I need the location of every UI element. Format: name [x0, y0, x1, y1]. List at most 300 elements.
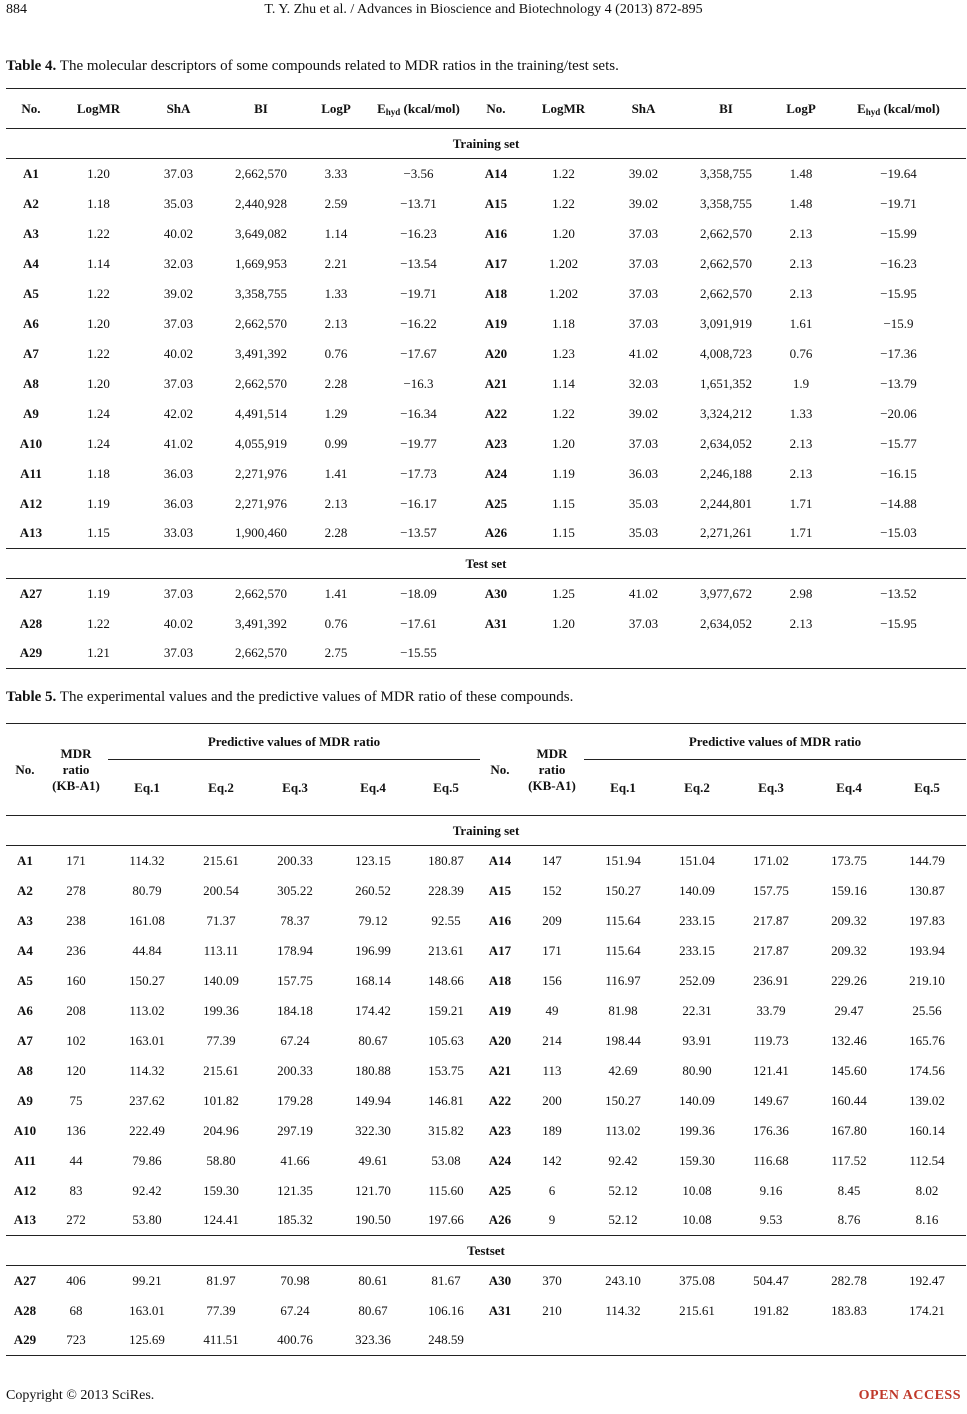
table-cell: 176.36 — [753, 1122, 789, 1138]
table-cell: −17.67 — [400, 345, 437, 361]
open-access-label: OPEN ACCESS — [858, 1388, 961, 1403]
table-cell: 278 — [66, 882, 86, 898]
table-row — [6, 1326, 966, 1356]
table-cell: 2,662,570 — [700, 255, 752, 271]
table-cell: 81.98 — [608, 1002, 638, 1018]
table-cell: 25.56 — [912, 1002, 942, 1018]
table-row — [6, 489, 966, 519]
table-cell: 151.04 — [679, 852, 715, 868]
table-row — [6, 966, 966, 996]
table-cell: 161.08 — [129, 912, 165, 928]
table-cell: 142 — [542, 1152, 562, 1168]
compound-id: A14 — [488, 852, 512, 868]
table-cell: 106.16 — [428, 1302, 464, 1318]
table-cell — [681, 639, 771, 669]
table-cell: 2.59 — [324, 195, 348, 211]
table-cell: 159.30 — [679, 1152, 715, 1168]
table-cell: 1.20 — [552, 435, 575, 451]
compound-id: A6 — [23, 315, 39, 331]
table-cell: 102 — [66, 1032, 86, 1048]
table-cell: 105.63 — [428, 1032, 464, 1048]
table-cell: −13.71 — [400, 195, 437, 211]
table-cell: 171.02 — [753, 852, 789, 868]
col-logmr: LogMR — [76, 100, 121, 116]
table-cell: 101.82 — [203, 1092, 239, 1108]
table-row — [6, 399, 966, 429]
table-cell: 53.08 — [431, 1152, 461, 1168]
table-cell: 119.73 — [753, 1032, 789, 1048]
table-row — [6, 639, 966, 669]
col-bi: BI — [719, 100, 733, 116]
table-cell: 42.69 — [608, 1062, 638, 1078]
table-cell: −15.95 — [880, 615, 917, 631]
table-cell: 32.03 — [163, 255, 194, 271]
compound-id: A3 — [23, 225, 39, 241]
table-row — [6, 339, 966, 369]
table-cell: 375.08 — [679, 1272, 715, 1288]
table-cell: 190.50 — [355, 1212, 391, 1228]
compound-id: A5 — [23, 285, 39, 301]
table-cell: 2.75 — [324, 645, 348, 661]
table-cell: 2,662,570 — [235, 645, 287, 661]
compound-id: A9 — [23, 405, 39, 421]
compound-id: A27 — [19, 585, 43, 601]
table-cell: 2.13 — [789, 225, 813, 241]
table-cell: 79.12 — [358, 912, 388, 928]
table-cell: 115.64 — [605, 942, 641, 958]
table-cell: 157.75 — [753, 882, 789, 898]
table-cell: 192.47 — [909, 1272, 945, 1288]
table-cell: 35.03 — [163, 195, 194, 211]
col-eq3: Eq.3 — [758, 779, 784, 795]
table-cell: 1.202 — [548, 285, 579, 301]
table-cell: 125.69 — [129, 1332, 165, 1348]
table-cell: 113.11 — [203, 942, 239, 958]
table-cell: −13.52 — [880, 585, 917, 601]
compound-id: A3 — [17, 912, 33, 928]
table-cell: 139.02 — [909, 1092, 945, 1108]
table-cell: 1.14 — [552, 375, 575, 391]
table-cell: 4,008,723 — [700, 345, 752, 361]
compound-id: A30 — [488, 1272, 512, 1288]
table-cell: 160 — [66, 972, 86, 988]
table-cell: 1.22 — [87, 285, 110, 301]
table-row — [6, 249, 966, 279]
table-cell: 370 — [542, 1272, 562, 1288]
compound-id: A10 — [19, 435, 43, 451]
table-cell: 1.22 — [87, 615, 110, 631]
table-cell: 322.30 — [355, 1122, 391, 1138]
table5-caption-text: The experimental values and the predictive values of MDR ratio of these compounds. — [56, 689, 574, 705]
table-cell: 39.02 — [628, 165, 659, 181]
table-row — [6, 579, 966, 609]
table-cell: 1.18 — [552, 315, 575, 331]
table-cell: 8.16 — [915, 1212, 939, 1228]
table-cell: 41.66 — [280, 1152, 310, 1168]
compound-id: A27 — [13, 1272, 37, 1288]
table-cell: 37.03 — [628, 615, 659, 631]
compound-id: A30 — [484, 585, 508, 601]
table-cell: 197.66 — [428, 1212, 464, 1228]
table-cell: 2,244,801 — [700, 495, 752, 511]
table-cell: 80.67 — [358, 1032, 388, 1048]
table-cell: 160.44 — [831, 1092, 867, 1108]
table-cell — [732, 1326, 810, 1356]
compound-id: A2 — [17, 882, 33, 898]
table-cell: 36.03 — [628, 465, 659, 481]
compound-id: A23 — [488, 1122, 512, 1138]
compound-id: A20 — [484, 345, 508, 361]
table-cell: 3,491,392 — [235, 345, 287, 361]
table-cell — [810, 1326, 888, 1356]
table-cell: 52.12 — [608, 1182, 638, 1198]
table-cell: 113.02 — [129, 1002, 165, 1018]
table-cell: 184.18 — [277, 1002, 313, 1018]
table-cell: 1.22 — [552, 195, 575, 211]
section-row — [6, 1236, 966, 1266]
copyright: Copyright © 2013 SciRes. — [6, 1388, 155, 1403]
compound-id: A6 — [17, 1002, 33, 1018]
table-row — [6, 1296, 966, 1326]
table-cell: 2,634,052 — [700, 615, 752, 631]
table-cell: 208 — [66, 1002, 86, 1018]
compound-id: A2 — [23, 195, 39, 211]
table-cell: 305.22 — [277, 882, 313, 898]
section-label: Training set — [452, 135, 520, 151]
compound-id: A18 — [488, 972, 512, 988]
table-cell: 37.03 — [628, 435, 659, 451]
table-cell: 217.87 — [753, 912, 789, 928]
compound-id: A25 — [488, 1182, 512, 1198]
table-cell: 1.48 — [789, 165, 813, 181]
table-cell: 140.09 — [679, 1092, 715, 1108]
table-cell: 39.02 — [628, 405, 659, 421]
table-cell: 2.13 — [324, 495, 348, 511]
compound-id: A16 — [488, 912, 512, 928]
table-cell: 37.03 — [628, 255, 659, 271]
col-ehyd: $E_{hyd}$ (kcal/mol) — [377, 100, 460, 117]
section-label: Training set — [452, 822, 520, 838]
table-cell: 113.02 — [605, 1122, 641, 1138]
table-cell: 179.28 — [277, 1092, 313, 1108]
compound-id: A12 — [13, 1182, 37, 1198]
table-row — [6, 609, 966, 639]
table-cell: 400.76 — [277, 1332, 313, 1348]
compound-id: A13 — [19, 525, 43, 541]
table-cell: −13.57 — [400, 525, 437, 541]
table-cell: 1.20 — [552, 615, 575, 631]
table-cell: 80.79 — [132, 882, 162, 898]
compound-id: A12 — [19, 495, 43, 511]
compound-id: A23 — [484, 435, 508, 451]
table4-caption — [6, 58, 619, 75]
table-row — [6, 369, 966, 399]
table-cell: 180.87 — [428, 852, 464, 868]
compound-id: A31 — [488, 1302, 512, 1318]
table-row — [6, 1026, 966, 1056]
table-row — [6, 189, 966, 219]
table-row — [6, 159, 966, 189]
table-cell: −16.34 — [400, 405, 437, 421]
compound-id: A8 — [23, 375, 39, 391]
table-cell: 3,977,672 — [700, 585, 752, 601]
compound-id — [480, 1326, 520, 1356]
table-cell: 1.14 — [324, 225, 348, 241]
table-cell: 236 — [66, 942, 86, 958]
table-cell: 145.60 — [831, 1062, 867, 1078]
table-cell: −15.95 — [880, 285, 917, 301]
table-cell: 1.20 — [87, 375, 110, 391]
compound-id: A17 — [488, 942, 512, 958]
table-cell: 6 — [548, 1182, 556, 1198]
table-cell: 174.56 — [909, 1062, 945, 1078]
table-cell: 204.96 — [203, 1122, 239, 1138]
table-cell: 323.36 — [355, 1332, 391, 1348]
table-cell: 77.39 — [206, 1032, 236, 1048]
table-cell: 81.67 — [431, 1272, 461, 1288]
table-cell: 49.61 — [358, 1152, 388, 1168]
table-cell: 112.54 — [909, 1152, 945, 1168]
table-cell: 315.82 — [428, 1122, 464, 1138]
table-cell: 2.13 — [789, 285, 813, 301]
table5-header-row-1 — [6, 724, 966, 760]
table-cell: 159.21 — [428, 1002, 464, 1018]
table-cell: 2,662,570 — [700, 225, 752, 241]
table-cell: 215.61 — [203, 852, 239, 868]
table-cell: 2,634,052 — [700, 435, 752, 451]
table-cell: 191.82 — [753, 1302, 789, 1318]
compound-id: A1 — [17, 852, 33, 868]
table-cell: 8.76 — [837, 1212, 861, 1228]
compound-id: A15 — [488, 882, 512, 898]
table-cell: 1.15 — [87, 525, 110, 541]
col-mdr-ratio: MDR ratio (KB-A1) — [52, 745, 100, 793]
table-cell: 1.15 — [552, 495, 575, 511]
table-cell — [521, 639, 606, 669]
table-cell: −17.36 — [880, 345, 917, 361]
table-cell: 9.53 — [759, 1212, 783, 1228]
table-cell: 92.42 — [608, 1152, 638, 1168]
table-cell: 180.88 — [355, 1062, 391, 1078]
table-cell: 1.18 — [87, 195, 110, 211]
compound-id: A14 — [484, 165, 508, 181]
table-cell: 114.32 — [129, 852, 165, 868]
table-cell: −15.99 — [880, 225, 917, 241]
section-row — [6, 549, 966, 579]
table-cell: 1,651,352 — [700, 375, 752, 391]
compound-id: A25 — [484, 495, 508, 511]
table-cell: 117.52 — [831, 1152, 867, 1168]
table-cell: −15.03 — [880, 525, 917, 541]
table-cell — [520, 1326, 584, 1356]
compound-id: A18 — [484, 285, 508, 301]
table-cell: 148.66 — [428, 972, 464, 988]
table-cell: 237.62 — [129, 1092, 165, 1108]
table-cell: −16.22 — [400, 315, 437, 331]
compound-id: A16 — [484, 225, 508, 241]
table-cell: 252.09 — [679, 972, 715, 988]
table-cell: 39.02 — [163, 285, 194, 301]
table-cell: 185.32 — [277, 1212, 313, 1228]
table-cell: 2.13 — [789, 435, 813, 451]
table-cell: 210 — [542, 1302, 562, 1318]
table-row — [6, 519, 966, 549]
table-cell: 71.37 — [206, 912, 236, 928]
col-logp: LogP — [321, 100, 351, 116]
compound-id: A8 — [17, 1062, 33, 1078]
table-cell: 41.02 — [628, 585, 659, 601]
table-cell: 81.97 — [206, 1272, 236, 1288]
table-cell: 198.44 — [605, 1032, 641, 1048]
table-row — [6, 1086, 966, 1116]
table-cell: 44.84 — [132, 942, 162, 958]
table-cell: 173.75 — [831, 852, 867, 868]
col-sha: ShA — [166, 100, 191, 116]
table-cell: −15.9 — [883, 315, 914, 331]
table-cell: 723 — [66, 1332, 86, 1348]
table-cell: 9.16 — [759, 1182, 783, 1198]
table-cell: −13.79 — [880, 375, 917, 391]
table-cell: 121.41 — [753, 1062, 789, 1078]
table-cell — [888, 1326, 966, 1356]
compound-id: A19 — [488, 1002, 512, 1018]
compound-id: A21 — [488, 1062, 512, 1078]
table-cell: 156 — [542, 972, 562, 988]
table4-caption-text: The molecular descriptors of some compounds related to MDR ratios in the training/test sets. — [56, 58, 619, 74]
table-cell: 0.99 — [324, 435, 348, 451]
table-cell: 93.91 — [682, 1032, 712, 1048]
table-cell: 80.67 — [358, 1302, 388, 1318]
running-header — [6, 2, 961, 22]
table-cell: 33.03 — [163, 525, 194, 541]
table-cell: 41.02 — [163, 435, 194, 451]
table-cell: 200 — [542, 1092, 562, 1108]
compound-id: A26 — [488, 1212, 512, 1228]
compound-id: A22 — [488, 1092, 512, 1108]
table-cell: 2,662,570 — [235, 375, 287, 391]
table-cell: 120 — [66, 1062, 86, 1078]
table-row — [6, 1056, 966, 1086]
col-eq1: Eq.1 — [610, 779, 636, 795]
table-cell: 2,271,261 — [700, 525, 752, 541]
compound-id: A13 — [13, 1212, 37, 1228]
table-cell: 152 — [542, 882, 562, 898]
compound-id: A7 — [23, 345, 39, 361]
table-cell: −16.17 — [400, 495, 437, 511]
table-cell: 163.01 — [129, 1302, 165, 1318]
table-cell: 36.03 — [163, 495, 194, 511]
table-cell: 67.24 — [280, 1302, 310, 1318]
table-cell: 35.03 — [628, 495, 659, 511]
table-cell: 37.03 — [628, 315, 659, 331]
table-cell: −3.56 — [403, 165, 434, 181]
table-cell: 151.94 — [605, 852, 641, 868]
table-cell: 215.61 — [679, 1302, 715, 1318]
compound-id: A5 — [17, 972, 33, 988]
table-cell: −15.77 — [880, 435, 917, 451]
col-no: No. — [486, 100, 506, 116]
table-cell: 157.75 — [277, 972, 313, 988]
compound-id: A24 — [484, 465, 508, 481]
table-row — [6, 429, 966, 459]
table5-label: Table 5. — [6, 689, 57, 705]
table-cell: 174.21 — [909, 1302, 945, 1318]
table-cell: 233.15 — [679, 912, 715, 928]
table-cell: 0.76 — [324, 345, 348, 361]
table-cell: 144.79 — [909, 852, 945, 868]
section-label: Test set — [465, 555, 507, 571]
table-cell: 1.22 — [552, 165, 575, 181]
table-cell: 40.02 — [163, 225, 194, 241]
table-cell: 171 — [542, 942, 562, 958]
table-cell: 114.32 — [605, 1302, 641, 1318]
table-cell: 1.24 — [87, 435, 110, 451]
table-cell: 67.24 — [280, 1032, 310, 1048]
table-cell: 1.15 — [552, 525, 575, 541]
table-cell: 2,271,976 — [235, 465, 287, 481]
col-no: No. — [21, 100, 41, 116]
table-cell: 3,324,212 — [700, 405, 752, 421]
table-row — [6, 906, 966, 936]
table-cell: 29.47 — [834, 1002, 864, 1018]
table-cell: 165.76 — [909, 1032, 945, 1048]
table-cell: 1.20 — [87, 315, 110, 331]
table-cell: 1,669,953 — [235, 255, 287, 271]
table-cell: −17.61 — [400, 615, 437, 631]
table-cell: 199.36 — [679, 1122, 715, 1138]
table-cell: 209.32 — [831, 942, 867, 958]
table-cell: 238 — [66, 912, 86, 928]
table-cell: 37.03 — [628, 225, 659, 241]
table-cell: 272 — [66, 1212, 86, 1228]
table-cell: 83 — [69, 1182, 83, 1198]
table-cell: 3,491,392 — [235, 615, 287, 631]
table-cell: 406 — [66, 1272, 86, 1288]
table-cell: 1.61 — [789, 315, 813, 331]
table-cell — [606, 639, 681, 669]
table-cell: −15.55 — [400, 645, 437, 661]
table-cell: 70.98 — [280, 1272, 310, 1288]
table-cell: 99.21 — [132, 1272, 162, 1288]
table-cell: 123.15 — [355, 852, 391, 868]
col-eq2: Eq.2 — [208, 779, 234, 795]
table-cell: 150.27 — [129, 972, 165, 988]
table-cell: 68 — [69, 1302, 83, 1318]
col-eq4: Eq.4 — [836, 779, 862, 795]
table-cell: 1.22 — [87, 225, 110, 241]
table-cell: 79.86 — [132, 1152, 162, 1168]
table-cell: 32.03 — [628, 375, 659, 391]
table-cell: 189 — [542, 1122, 562, 1138]
table-cell: 3,358,755 — [235, 285, 287, 301]
table4-label: Table 4. — [6, 58, 57, 74]
col-eq4: Eq.4 — [360, 779, 386, 795]
table-cell: 121.70 — [355, 1182, 391, 1198]
table-cell: 4,491,514 — [235, 405, 287, 421]
table-cell: 92.42 — [132, 1182, 162, 1198]
table-cell: 1.71 — [789, 495, 813, 511]
table-cell — [662, 1326, 732, 1356]
table-cell: 174.42 — [355, 1002, 391, 1018]
table-cell: 2,271,976 — [235, 495, 287, 511]
compound-id: A19 — [484, 315, 508, 331]
section-label: Testset — [467, 1242, 505, 1258]
table-cell: 167.80 — [831, 1122, 867, 1138]
table-cell: −14.88 — [880, 495, 917, 511]
table-cell: 37.03 — [163, 645, 194, 661]
table-cell: 37.03 — [163, 375, 194, 391]
table-cell: 1.21 — [87, 645, 110, 661]
